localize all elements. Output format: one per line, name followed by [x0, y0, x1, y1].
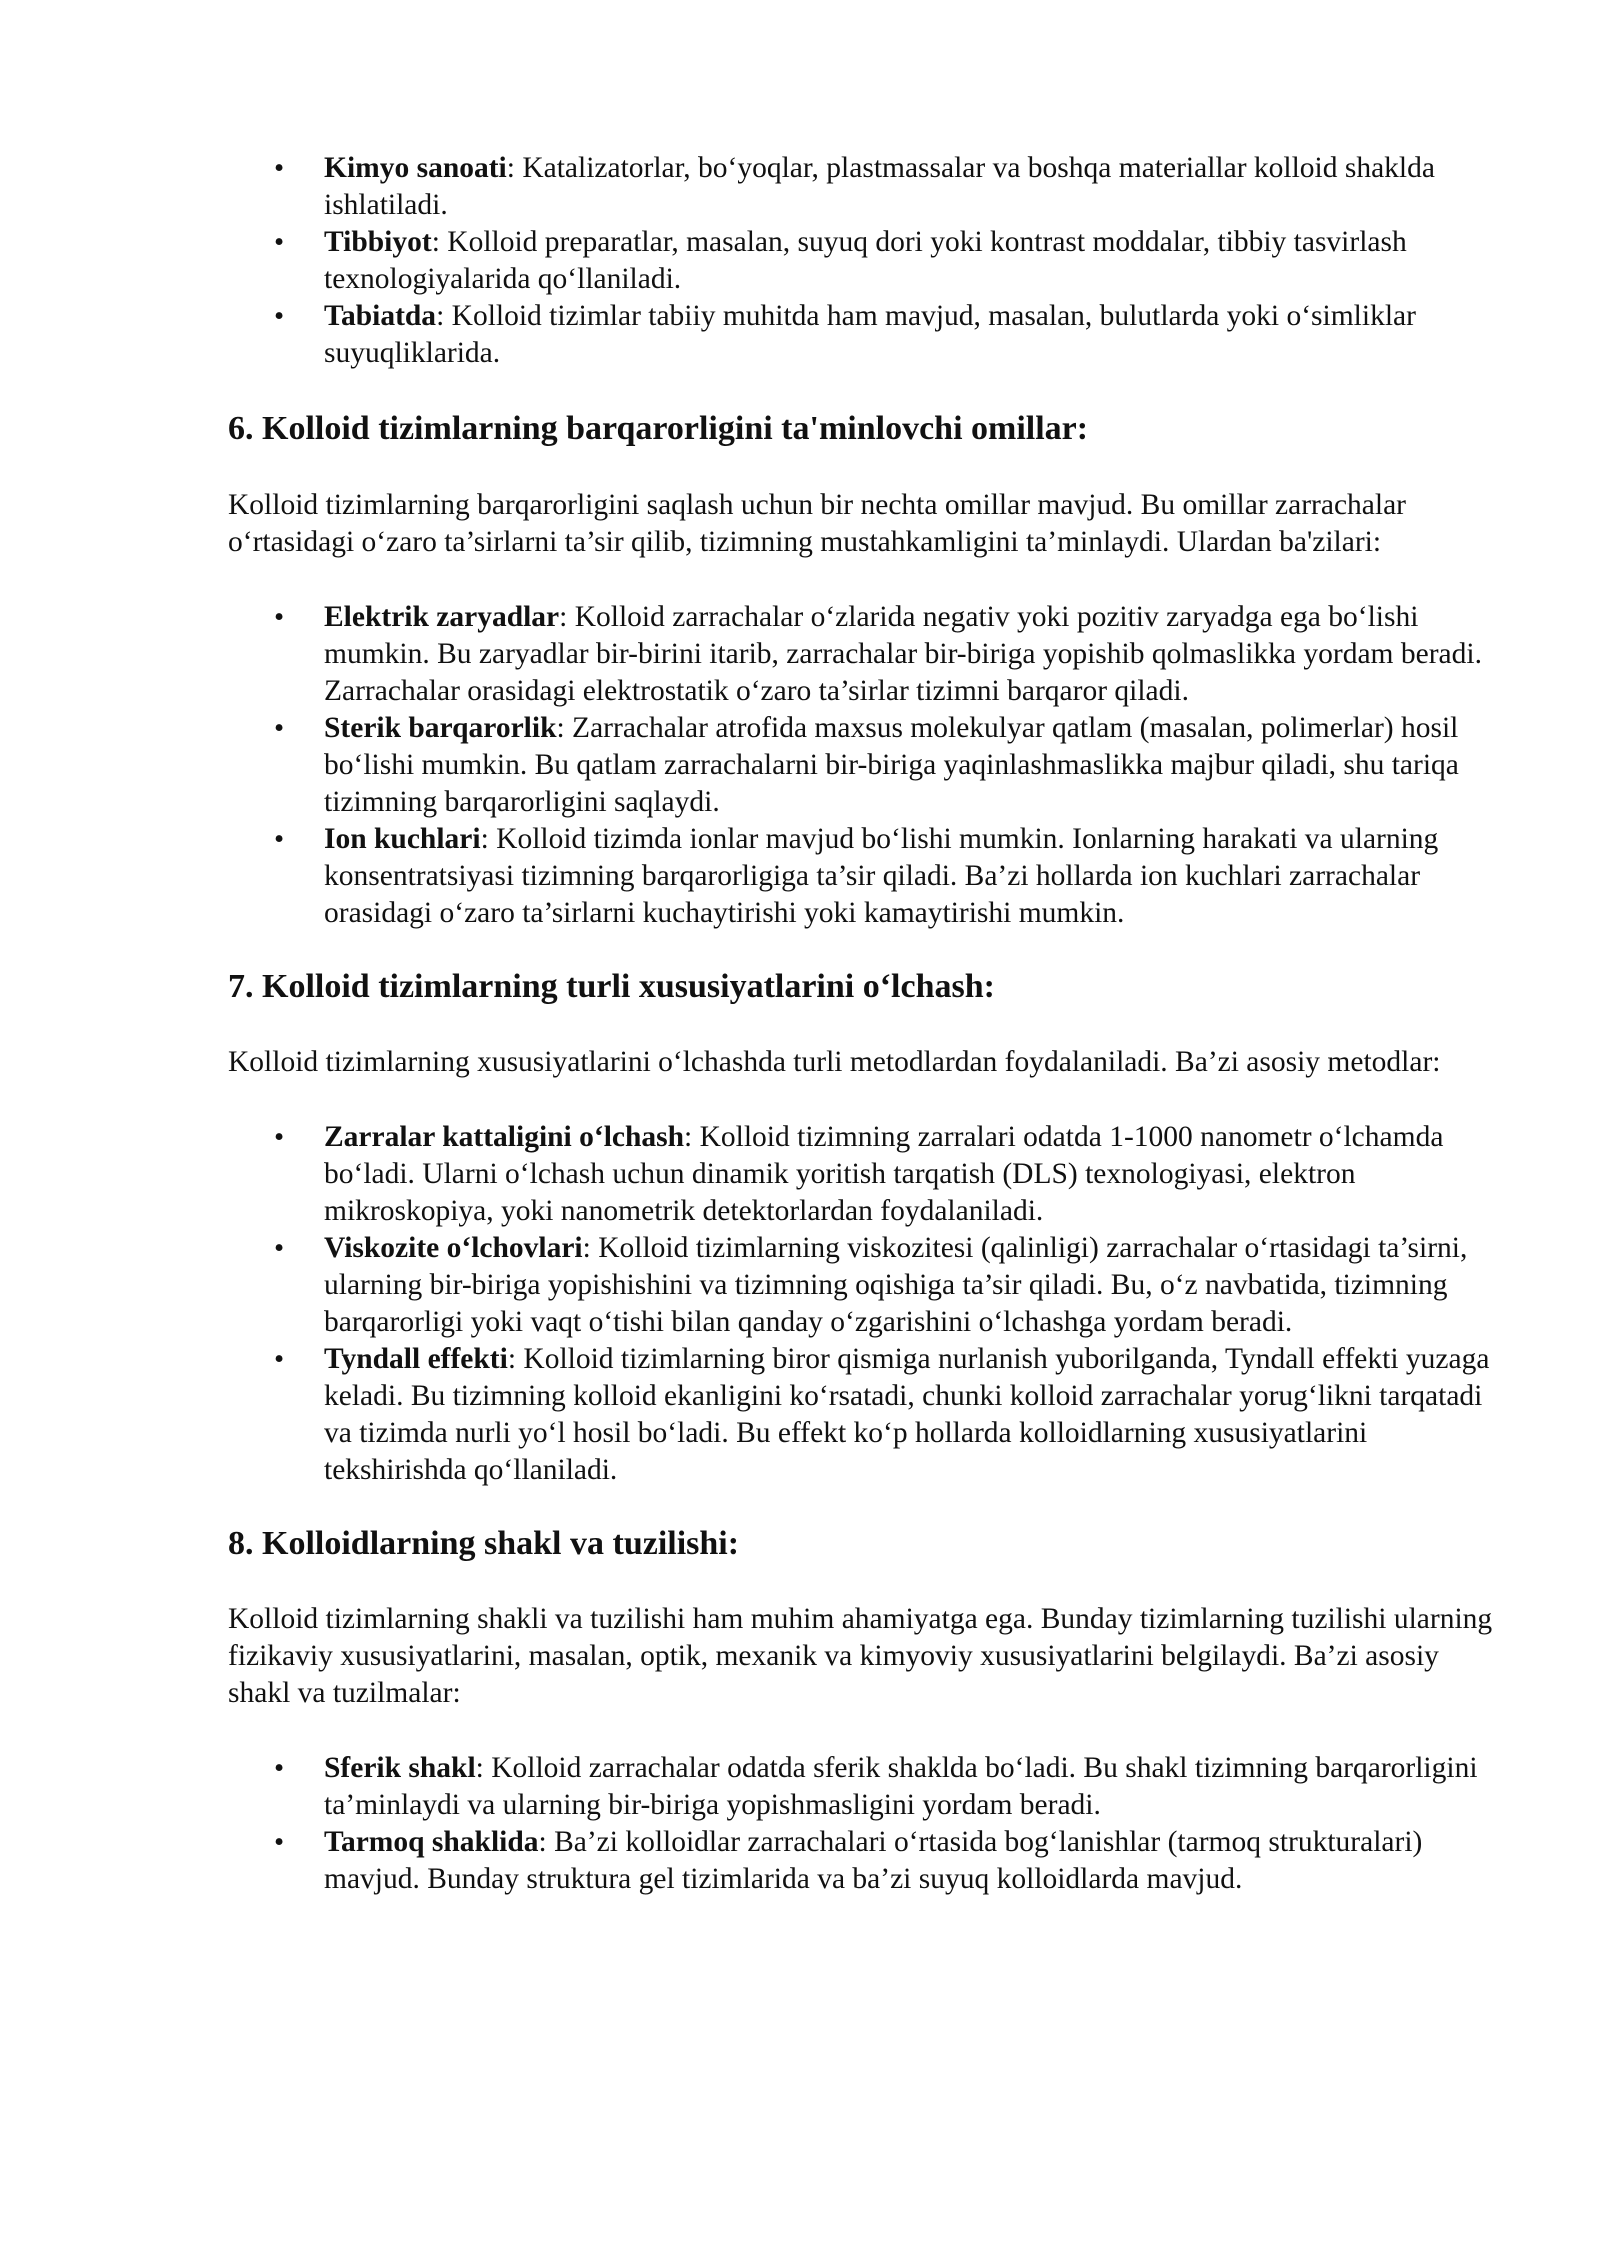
list-item — [274, 1230, 1498, 1341]
bullet-icon: • — [274, 1343, 285, 1375]
bullet-icon: • — [274, 1121, 285, 1153]
shape-structure-list — [228, 1750, 1498, 1898]
list-item-text: : Kolloid tizimlarning biror qismiga nurlanish yuborilganda, Tyndall effekti yuzaga keladi. Bu tizimning kolloid ekanligini ko‘rsatadi, chunki kolloid zarrachalar yorug‘likni tarqatadi va tizimda nurli yo‘l hosil bo‘ladi. Bu effekt ko‘p hollarda kolloidlarning xususiyatlarini tekshirishda qo‘llaniladi. — [324, 1343, 1490, 1486]
bullet-icon: • — [274, 1826, 285, 1858]
measurement-methods-list — [228, 1119, 1498, 1489]
section-6-paragraph: Kolloid tizimlarning barqarorligini saqlash uchun bir nechta omillar mavjud. Bu omillar zarrachalar o‘rtasidagi o‘zaro ta’sirlarni ta’sir qilib, tizimning mustahkamligini ta’minlaydi. Ulardan ba'zilari: — [228, 489, 1406, 558]
list-item — [274, 821, 1498, 932]
bullet-icon: • — [274, 712, 285, 744]
list-item-term: Tyndall effekti — [324, 1343, 508, 1375]
list-item — [274, 224, 1498, 298]
bullet-icon: • — [274, 226, 285, 258]
list-item — [274, 1119, 1498, 1230]
list-item-term: Kimyo sanoati — [324, 152, 507, 184]
section-6-heading: 6. Kolloid tizimlarning barqarorligini ta'minlovchi omillar: — [228, 410, 1089, 447]
stability-factors-list — [228, 599, 1498, 932]
list-item-term: Tabiatda — [324, 300, 437, 332]
section-8-heading: 8. Kolloidlarning shakl va tuzilishi: — [228, 1525, 740, 1562]
list-item — [274, 1750, 1498, 1824]
list-item-term: Tibbiyot — [324, 226, 432, 258]
list-item — [274, 710, 1498, 821]
uses-list — [228, 150, 1498, 372]
list-item-text: : Kolloid zarrachalar o‘zlarida negativ yoki pozitiv zaryadga ega bo‘lishi mumkin. Bu zaryadlar bir-birini itarib, zarrachalar bir-biriga yopishib qolmaslikka yordam beradi. Zarrachalar orasidagi elektrostatik o‘zaro ta’sirlar tizimni barqaror qiladi. — [324, 601, 1482, 707]
list-item-text: : Kolloid preparatlar, masalan, suyuq dori yoki kontrast moddalar, tibbiy tasvirlash texnologiyalarida qo‘llaniladi. — [324, 226, 1407, 295]
list-item-term: Sterik barqarorlik — [324, 712, 557, 744]
bullet-icon: • — [274, 152, 285, 184]
list-item-term: Zarralar kattaligini o‘lchash — [324, 1121, 685, 1153]
list-item — [274, 150, 1498, 224]
list-item-term: Ion kuchlari — [324, 823, 481, 855]
list-item-text: : Zarrachalar atrofida maxsus molekulyar qatlam (masalan, polimerlar) hosil bo‘lishi mumkin. Bu qatlam zarrachalarni bir-biriga yaqinlashmaslikka majbur qiladi, shu tariqa tizimning barqarorligini saqlaydi. — [324, 712, 1459, 818]
list-item-text: : Kolloid tizimning zarralari odatda 1-1000 nanometr o‘lchamda bo‘ladi. Ularni o‘lchash uchun dinamik yoritish tarqatish (DLS) texnologiyasi, elektron mikroskopiya, yoki nanometrik detektorlardan foydalaniladi. — [324, 1121, 1444, 1227]
list-item-text: : Kolloid zarrachalar odatda sferik shaklda bo‘ladi. Bu shakl tizimning barqarorligini ta’minlaydi va ularning bir-biriga yopishmasligini yordam beradi. — [324, 1752, 1478, 1821]
document-page — [228, 150, 1498, 1898]
list-item-text: : Kolloid tizimlarning viskozitesi (qalinligi) zarrachalar o‘rtasidagi ta’sirni, ularning bir-biriga yopishishini va tizimning oqishiga ta’sir qiladi. Bu, o‘z navbatida, tizimning barqarorligi yoki vaqt o‘tishi bilan qanday o‘zgarishini o‘lchashga yordam beradi. — [324, 1232, 1468, 1338]
section-8-paragraph: Kolloid tizimlarning shakli va tuzilishi ham muhim ahamiyatga ega. Bunday tizimlarning tuzilishi ularning fizikaviy xususiyatlarini, masalan, optik, mexanik va kimyoviy xususiyatlarini belgilaydi. Ba’zi asosiy shakl va tuzilmalar: — [228, 1603, 1493, 1709]
list-item — [274, 1824, 1498, 1898]
list-item-text: : Kolloid tizimda ionlar mavjud bo‘lishi mumkin. Ionlarning harakati va ularning konsentratsiyasi tizimning barqarorligiga ta’sir qiladi. Ba’zi hollarda ion kuchlari zarrachalar orasidagi o‘zaro ta’sirlarni kuchaytirishi yoki kamaytirishi mumkin. — [324, 823, 1439, 929]
bullet-icon: • — [274, 823, 285, 855]
list-item-term: Viskozite o‘lchovlari — [324, 1232, 583, 1264]
list-item — [274, 599, 1498, 710]
section-7-paragraph: Kolloid tizimlarning xususiyatlarini o‘lchashda turli metodlardan foydalaniladi. Ba’zi asosiy metodlar: — [228, 1046, 1441, 1078]
list-item-text: : Kolloid tizimlar tabiiy muhitda ham mavjud, masalan, bulutlarda yoki o‘simliklar suyuqliklarida. — [324, 300, 1416, 369]
bullet-icon: • — [274, 601, 285, 633]
list-item-term: Elektrik zaryadlar — [324, 601, 560, 633]
bullet-icon: • — [274, 300, 285, 332]
list-item — [274, 1341, 1498, 1489]
list-item — [274, 298, 1498, 372]
bullet-icon: • — [274, 1232, 285, 1264]
list-item-text: : Ba’zi kolloidlar zarrachalari o‘rtasida bog‘lanishlar (tarmoq strukturalari) mavjud. Bunday struktura gel tizimlarida va ba’zi suyuq kolloidlarda mavjud. — [324, 1826, 1423, 1895]
list-item-term: Sferik shakl — [324, 1752, 476, 1784]
list-item-text: : Katalizatorlar, bo‘yoqlar, plastmassalar va boshqa materiallar kolloid shaklda ishlatiladi. — [324, 152, 1435, 221]
bullet-icon: • — [274, 1752, 285, 1784]
list-item-term: Tarmoq shaklida — [324, 1826, 539, 1858]
section-7-heading: 7. Kolloid tizimlarning turli xususiyatlarini o‘lchash: — [228, 968, 995, 1005]
